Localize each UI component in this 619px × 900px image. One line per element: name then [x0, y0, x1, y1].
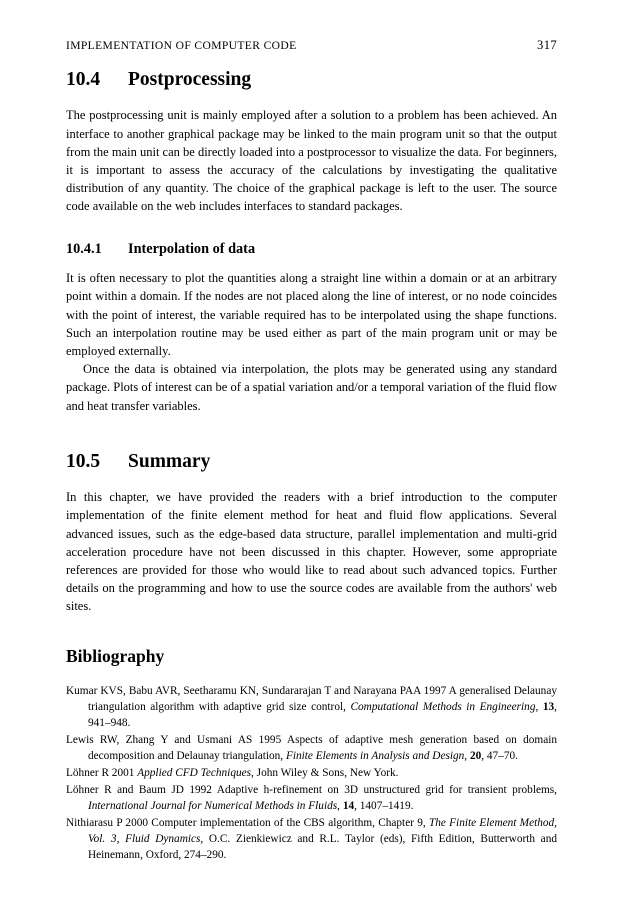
bibliography-list: [66, 683, 557, 863]
summary-section-number: 10.5: [66, 450, 101, 472]
running-head-title: IMPLEMENTATION OF COMPUTER CODE: [66, 39, 297, 52]
section-heading-postprocessing: [66, 69, 557, 90]
bibliography-heading: Bibliography: [66, 645, 165, 666]
page-number: 317: [537, 38, 557, 52]
bibliography-entry: Löhner R 2001 Applied CFD Techniques, John Wiley & Sons, New York.: [66, 766, 399, 779]
summary-paragraph: In this chapter, we have provided the readers with a brief introduction to the computer implementation of the finite element method for heat and fluid flow applications. Several advanced issues, such as the edge-based data structure, parallel implementation and multi-grid acceleration procedure have not been discussed in this chapter. However, some appropriate references are provided for those who would like to read about such advanced topics. Further details on the programming and how to use the source codes are available from the authors' web sites.: [66, 490, 557, 614]
subsection-paragraph-1: It is often necessary to plot the quantities along a straight line within a domain or at an arbitrary point within a domain. If the nodes are not placed along the line of interest, or no node coincides with the point of interest, the variable required has to be interpolated using the shape functions. Such an interpolation routine may be used either as part of the main program unit or may be employed externally.: [66, 271, 557, 359]
subsection-heading-interpolation: [66, 242, 557, 258]
bibliography-entry: Löhner R and Baum JD 1992 Adaptive h-refinement on 3D unstructured grid for transient problems, International Journal for Numerical Methods in Fluids, 14, 1407–1419.: [66, 783, 557, 812]
section-title: Postprocessing: [128, 69, 252, 90]
subsection-paragraph-2: Once the data is obtained via interpolation, the plots may be generated using any standard package. Plots of interest can be of a spatial variation and/or a temporal variation of the fluid flow and heat transfer variables.: [66, 362, 557, 413]
spacer: [66, 415, 557, 441]
bibliography-entry: Kumar KVS, Babu AVR, Seetharamu KN, Sundararajan T and Narayana PAA 1997 A generalised Delaunay triangulation algorithm with adaptive grid size control, Computational Methods in Engineering, 13, 941–948.: [66, 684, 557, 729]
subsection-number: 10.4.1: [66, 240, 102, 257]
section-number: 10.4: [66, 69, 101, 90]
running-head: [66, 38, 557, 53]
subsection-title: Interpolation of data: [128, 240, 256, 257]
section-paragraph: The postprocessing unit is mainly employed after a solution to a problem has been achieved. An interface to another graphical package may be linked to the main program unit so that the output from the main unit can be directly loaded into a postprocessor to visualize the data. For beginners, it is important to assess the accuracy of the calculations by investigating the qualitative distribution of any quantity. The choice of the graphical package is left to the user. The source code available on the web includes interfaces to standard packages.: [66, 108, 557, 214]
bibliography-entry: Lewis RW, Zhang Y and Usmani AS 1995 Aspects of adaptive mesh generation based on domain decomposition and Delaunay triangulation, Finite Elements in Analysis and Design, 20, 47–70.: [66, 733, 557, 762]
bibliography-entry: Nithiarasu P 2000 Computer implementation of the CBS algorithm, Chapter 9, The Finite Element Method, Vol. 3, Fluid Dynamics, O.C. Zienkiewicz and R.L. Taylor (eds), Fifth Edition, Butterworth and Heinemann, Oxford, 274–290.: [66, 816, 557, 861]
section-heading-summary: [66, 451, 557, 472]
summary-section-title: Summary: [128, 450, 211, 472]
